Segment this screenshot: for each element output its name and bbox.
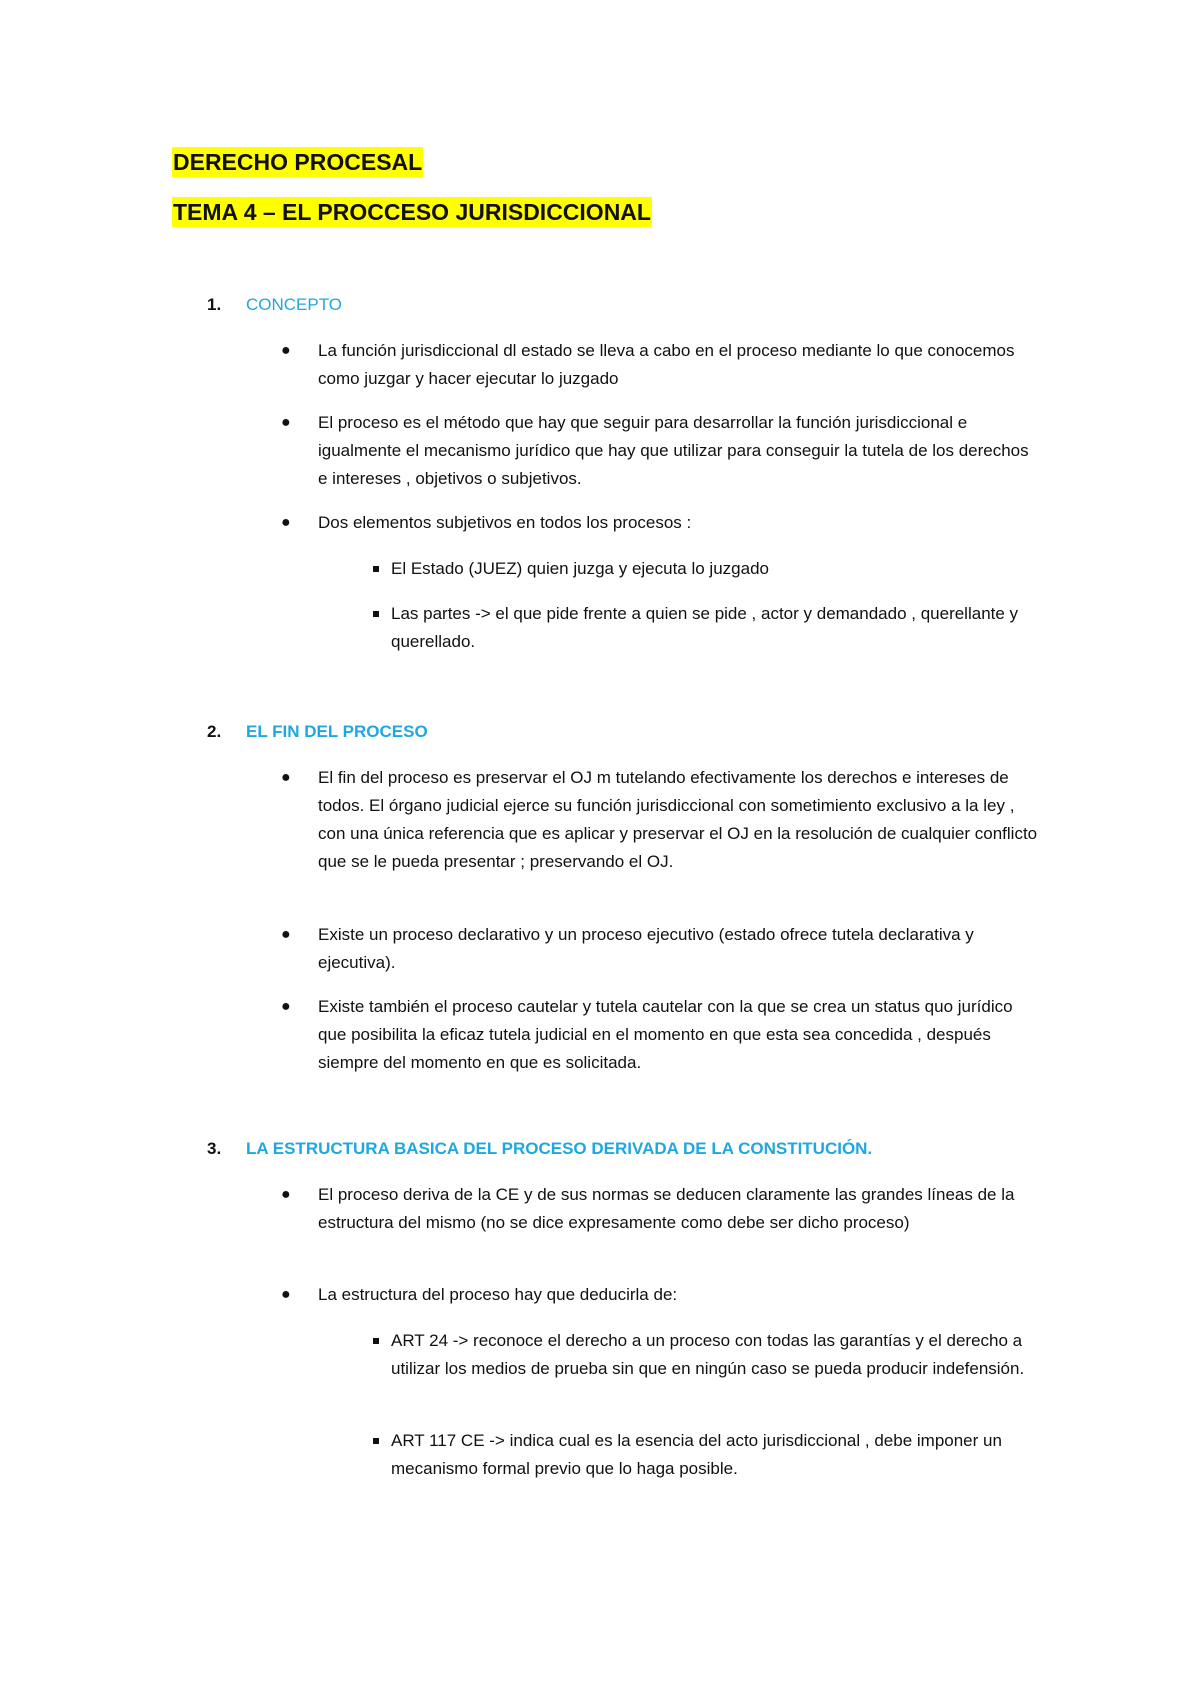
- sub-list-item: [391, 1327, 1046, 1383]
- bullet-text: El proceso es el método que hay que seguir para desarrollar la función jurisdiccional e igualmente el mecanismo jurídico que hay que utilizar para conseguir la tutela de los derechos e intereses , objetivos o subjetivos.: [318, 413, 1029, 488]
- bullet-icon: ●: [281, 926, 291, 943]
- sub-list-item: [391, 555, 1046, 583]
- bullet-item: [281, 337, 1038, 393]
- square-bullet-icon: [373, 566, 379, 572]
- section-heading: EL FIN DEL PROCESO: [246, 722, 428, 741]
- bullet-item: [281, 1281, 1038, 1309]
- bullet-item: [281, 764, 1038, 876]
- bullet-icon: ●: [281, 342, 291, 359]
- section-heading: LA ESTRUCTURA BASICA DEL PROCESO DERIVADA DE LA CONSTITUCIÓN.: [246, 1139, 873, 1158]
- document-subtitle: TEMA 4 – EL PROCCESO JURISDICCIONAL: [173, 199, 651, 225]
- bullet-icon: ●: [281, 769, 291, 786]
- section-number: 3.: [207, 1139, 222, 1158]
- bullet-icon: ●: [281, 998, 291, 1015]
- bullet-text: El fin del proceso es preservar el OJ m tutelando efectivamente los derechos e intereses de todos. El órgano judicial ejerce su función jurisdiccional con sometimiento exclusivo a la ley , con una única referencia que es aplicar y preservar el OJ en la resolución de cualquier conflicto que se le pueda presentar ; preservando el OJ.: [318, 768, 1038, 871]
- bullet-item: [281, 921, 1038, 977]
- square-bullet-icon: [373, 1338, 379, 1344]
- bullet-text: La estructura del proceso hay que deducirla de:: [318, 1285, 678, 1304]
- bullet-text: El proceso deriva de la CE y de sus normas se deducen claramente las grandes líneas de la estructura del mismo (no se dice expresamente como debe ser dicho proceso): [318, 1185, 1015, 1232]
- bullet-text: Existe un proceso declarativo y un proceso ejecutivo (estado ofrece tutela declarativa y ejecutiva).: [318, 925, 974, 972]
- bullet-icon: ●: [281, 514, 291, 531]
- bullet-text: Existe también el proceso cautelar y tutela cautelar con la que se crea un status quo jurídico que posibilita la eficaz tutela judicial en el momento en que esta sea concedida , después siempre del momento en que es solicitada.: [318, 997, 1013, 1072]
- bullet-item: [281, 509, 1038, 537]
- bullet-text: La función jurisdiccional dl estado se lleva a cabo en el proceso mediante lo que conocemos como juzgar y hacer ejecutar lo juzgado: [318, 341, 1015, 388]
- sub-item-text: ART 117 CE -> indica cual es la esencia del acto jurisdiccional , debe imponer un mecanismo formal previo que lo haga posible.: [391, 1431, 1002, 1478]
- bullet-item: [281, 409, 1038, 493]
- bullet-item: [281, 993, 1038, 1077]
- square-bullet-icon: [373, 1438, 379, 1444]
- square-bullet-icon: [373, 611, 379, 617]
- sub-item-text: Las partes -> el que pide frente a quien se pide , actor y demandado , querellante y querellado.: [391, 604, 1019, 651]
- section-number: 2.: [207, 722, 222, 741]
- bullet-text: Dos elementos subjetivos en todos los procesos :: [318, 513, 692, 532]
- bullet-icon: ●: [281, 1186, 291, 1203]
- bullet-icon: ●: [281, 1286, 291, 1303]
- sub-list-item: [391, 1427, 1046, 1483]
- bullet-icon: ●: [281, 414, 291, 431]
- sub-item-text: ART 24 -> reconoce el derecho a un proceso con todas las garantías y el derecho a utilizar los medios de prueba sin que en ningún caso se pueda producir indefensión.: [391, 1331, 1025, 1378]
- sub-item-text: El Estado (JUEZ) quien juzga y ejecuta lo juzgado: [391, 559, 769, 578]
- section-number: 1.: [207, 295, 222, 314]
- section-heading: CONCEPTO: [246, 295, 343, 314]
- document-title: DERECHO PROCESAL: [173, 149, 423, 175]
- bullet-item: [281, 1181, 1038, 1237]
- sub-list-item: [391, 600, 1046, 656]
